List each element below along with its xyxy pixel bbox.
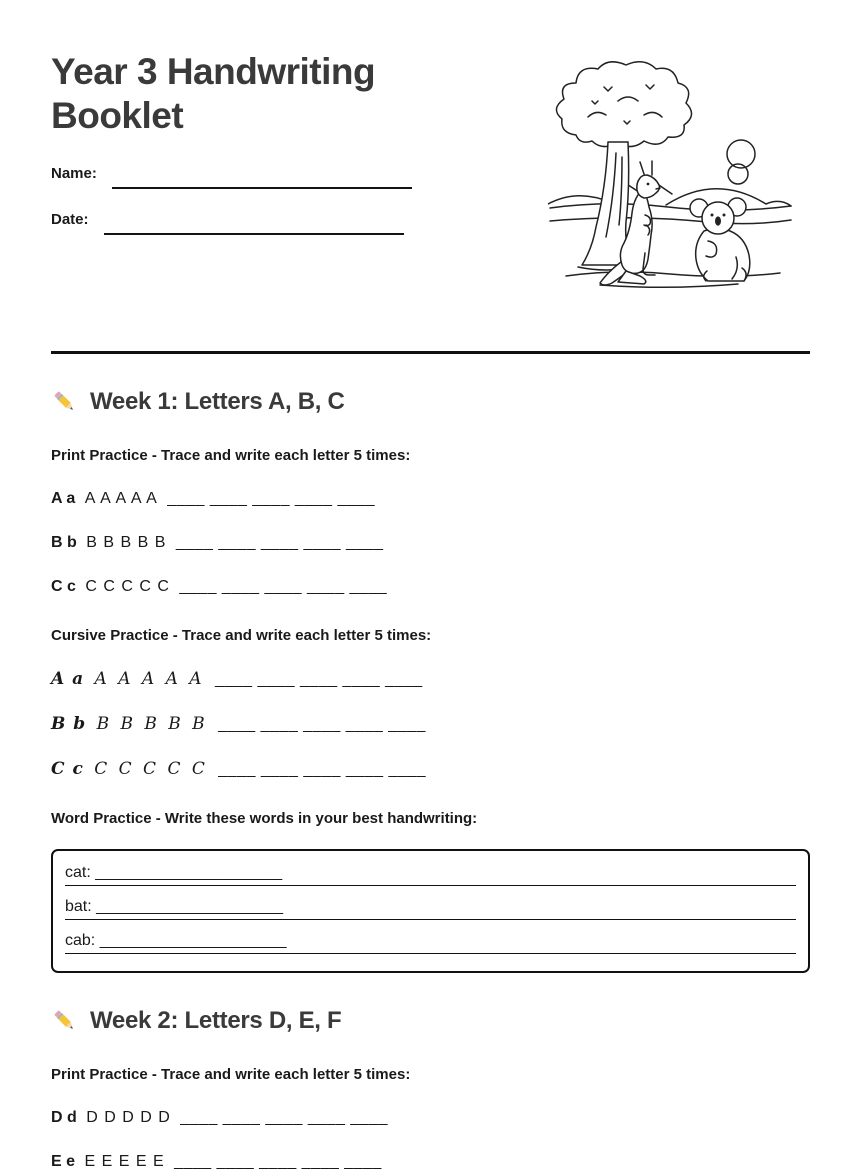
date-label: Date: bbox=[51, 211, 89, 228]
trace-letters: E E E E E bbox=[84, 1153, 165, 1170]
week-2-heading bbox=[51, 1007, 810, 1035]
trace-letters: B B B B B bbox=[96, 714, 208, 734]
trace-letters: C C C C C bbox=[85, 578, 170, 595]
cursive-row-a bbox=[51, 669, 810, 689]
letter-pair: A a bbox=[51, 669, 85, 689]
write-blanks: ____ ____ ____ ____ ____ bbox=[218, 761, 427, 778]
koala-drawing bbox=[690, 198, 750, 281]
name-blank-line bbox=[112, 187, 412, 189]
print-row-e bbox=[51, 1153, 810, 1171]
print-row-a bbox=[51, 490, 810, 508]
word-blank: _____________________ bbox=[99, 932, 287, 949]
letter-pair: C c bbox=[51, 578, 76, 595]
week-1-heading bbox=[51, 388, 810, 416]
word-blank: _____________________ bbox=[96, 898, 284, 915]
week-1-heading-text: Week 1: Letters A, B, C bbox=[90, 388, 345, 415]
print-practice-label: Print Practice - Trace and write each letter 5 times: bbox=[51, 1066, 411, 1083]
print-row-d bbox=[51, 1109, 810, 1127]
letter-pair: B b bbox=[51, 714, 87, 734]
name-field-row bbox=[51, 165, 511, 182]
print-practice-label: Print Practice - Trace and write each letter 5 times: bbox=[51, 447, 411, 464]
trace-letters: A A A A A bbox=[94, 669, 205, 689]
word-row-cab bbox=[65, 932, 796, 954]
cursive-row-b bbox=[51, 714, 810, 734]
outback-animals-illustration bbox=[548, 57, 793, 289]
trace-letters: C C C C C bbox=[94, 759, 208, 779]
write-blanks: ____ ____ ____ ____ ____ bbox=[218, 716, 426, 733]
word-label: cat: bbox=[65, 864, 91, 881]
word-row-cat bbox=[65, 864, 796, 886]
word-practice-box bbox=[51, 849, 810, 973]
word-blank: _____________________ bbox=[95, 864, 283, 881]
write-blanks: ____ ____ ____ ____ ____ bbox=[174, 1153, 382, 1170]
word-label: bat: bbox=[65, 898, 92, 915]
print-row-b bbox=[51, 534, 810, 552]
write-blanks: ____ ____ ____ ____ ____ bbox=[179, 578, 388, 595]
print-row-c bbox=[51, 578, 810, 596]
section-divider bbox=[51, 351, 810, 354]
letter-pair: B b bbox=[51, 534, 77, 551]
letter-pair: C c bbox=[51, 759, 84, 779]
trace-letters: B B B B B bbox=[86, 534, 167, 551]
trace-letters: D D D D D bbox=[86, 1109, 171, 1126]
date-field-row bbox=[51, 211, 511, 228]
pencil-icon bbox=[51, 388, 79, 416]
document-header bbox=[51, 50, 810, 289]
pencil-icon bbox=[51, 1007, 79, 1035]
letter-pair: A a bbox=[51, 490, 76, 507]
cursive-row-c bbox=[51, 759, 810, 779]
letter-pair: D d bbox=[51, 1109, 77, 1126]
date-blank-line bbox=[104, 233, 404, 235]
write-blanks: ____ ____ ____ ____ ____ bbox=[214, 671, 423, 688]
letter-pair: E e bbox=[51, 1153, 76, 1170]
name-date-fields bbox=[51, 165, 511, 228]
week-2-section bbox=[51, 1007, 810, 1171]
word-row-bat bbox=[65, 898, 796, 920]
page-title: Year 3 Handwriting Booklet bbox=[51, 51, 376, 136]
write-blanks: ____ ____ ____ ____ ____ bbox=[180, 1109, 388, 1126]
trace-letters: A A A A A bbox=[84, 490, 158, 507]
word-label: cab: bbox=[65, 932, 96, 949]
week-1-section bbox=[51, 388, 810, 973]
cursive-practice-label: Cursive Practice - Trace and write each letter 5 times: bbox=[51, 627, 432, 644]
name-label: Name: bbox=[51, 165, 97, 182]
write-blanks: ____ ____ ____ ____ ____ bbox=[167, 490, 376, 507]
word-practice-label: Word Practice - Write these words in your best handwriting: bbox=[51, 810, 478, 827]
week-2-heading-text: Week 2: Letters D, E, F bbox=[90, 1007, 342, 1034]
write-blanks: ____ ____ ____ ____ ____ bbox=[175, 534, 384, 551]
